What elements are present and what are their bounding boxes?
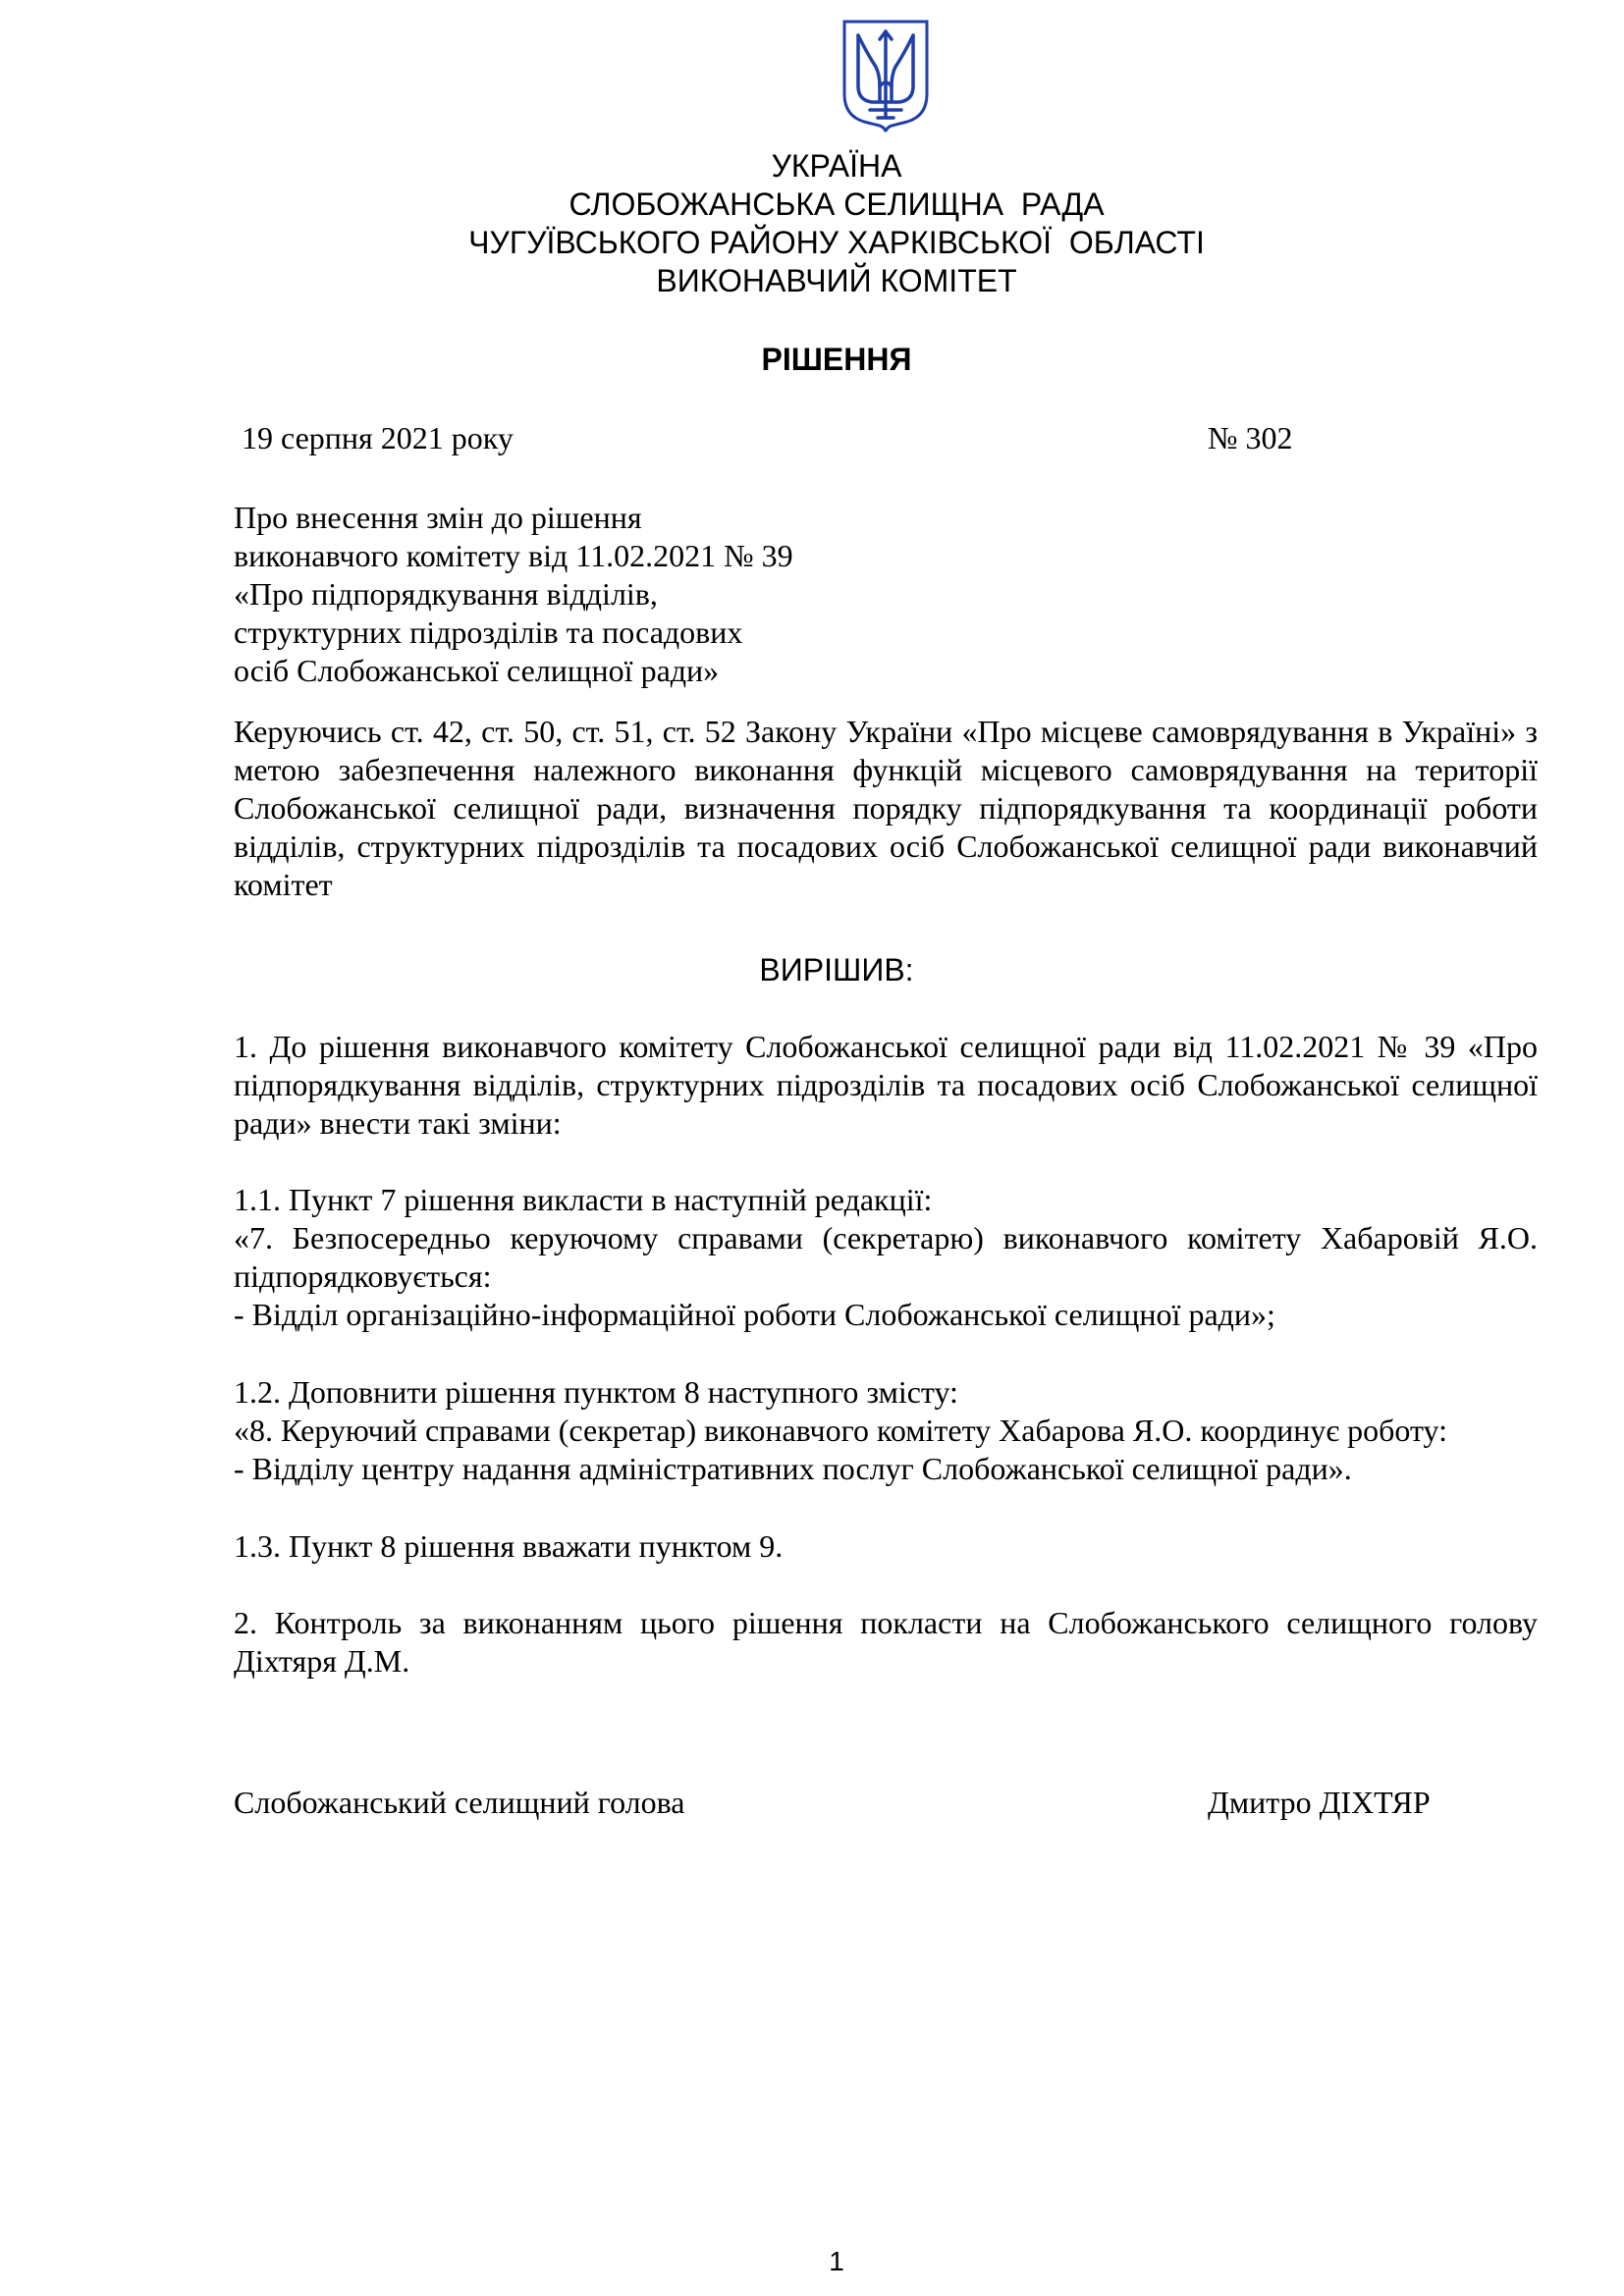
subject-line: Про внесення змін до рішення: [234, 500, 642, 535]
document-subject: [234, 499, 793, 690]
document-date: 19 серпня 2021 року: [242, 420, 514, 455]
item-1-paragraph: 1. До рішення виконавчого комітету Слобожанської селищної ради від 11.02.2021 № 39 «Про підпорядкування відділів, структурних підрозділів та посадових осіб Слобожанської селищної ради» внести такі зміни:: [234, 1029, 1538, 1141]
item-1-1-list-item: - Відділ організаційно-інформаційної роботи Слобожанської селищної ради»;: [234, 1297, 1275, 1332]
subject-line: «Про підпорядкування відділів,: [234, 576, 658, 612]
item-1-1-heading: 1.1. Пункт 7 рішення викласти в наступній редакції:: [234, 1182, 933, 1217]
item-1-2-heading: 1.2. Доповнити рішення пунктом 8 наступного змісту:: [234, 1374, 958, 1410]
header-country: УКРАЇНА: [771, 148, 902, 184]
page-number: 1: [829, 2246, 844, 2276]
document-title: РІШЕННЯ: [761, 342, 912, 377]
item-1-1-block: [234, 1181, 1538, 1334]
coat-of-arms-emblem: [840, 18, 931, 133]
item-1-1-quote: «7. Безпосередньо керуючому справами (секретарю) виконавчого комітету Хабаровій Я.О. підпорядковується:: [234, 1220, 1538, 1294]
subject-line: осіб Слобожанської селищної ради»: [234, 653, 720, 688]
document-number: № 302: [1208, 420, 1293, 455]
item-1-3-paragraph: 1.3. Пункт 8 рішення вважати пунктом 9.: [234, 1528, 784, 1564]
decided-heading: ВИРІШИВ:: [759, 952, 914, 988]
signatory-position: Слобожанський селищний голова: [234, 1785, 685, 1820]
item-1-2-block: [234, 1373, 1538, 1488]
item-1-2-quote: «8. Керуючий справами (секретар) виконавчого комітету Хабарова Я.О. координує роботу:: [234, 1413, 1447, 1448]
item-2-paragraph: 2. Контроль за виконанням цього рішення покласти на Слобожанського селищного голову Діхтяря Д.М.: [234, 1605, 1538, 1679]
header-district: ЧУГУЇВСЬКОГО РАЙОНУ ХАРКІВСЬКОЇ ОБЛАСТІ: [468, 225, 1205, 260]
item-1-2-list-item: - Відділу центру надання адміністративних послуг Слобожанської селищної ради».: [234, 1451, 1352, 1486]
header-council: СЛОБОЖАНСЬКА СЕЛИЩНА РАДА: [568, 187, 1105, 222]
document-header: [0, 147, 1624, 300]
preamble-paragraph: Керуючись ст. 42, ст. 50, ст. 51, ст. 52 Закону України «Про місцеве самоврядування в Україні» з метою забезпечення належного виконання функцій місцевого самоврядування на території Слобожанської селищної ради, визначення порядку підпорядкування та координації роботи відділів, структурних підрозділів та посадових осіб Слобожанської селищної ради виконавчий комітет: [234, 714, 1538, 902]
header-committee: ВИКОНАВЧИЙ КОМІТЕТ: [656, 263, 1017, 298]
subject-line: структурних підрозділів та посадових: [234, 614, 743, 650]
subject-line: виконавчого комітету від 11.02.2021 № 39: [234, 538, 793, 573]
signatory-name: Дмитро ДІХТЯР: [1208, 1785, 1431, 1820]
